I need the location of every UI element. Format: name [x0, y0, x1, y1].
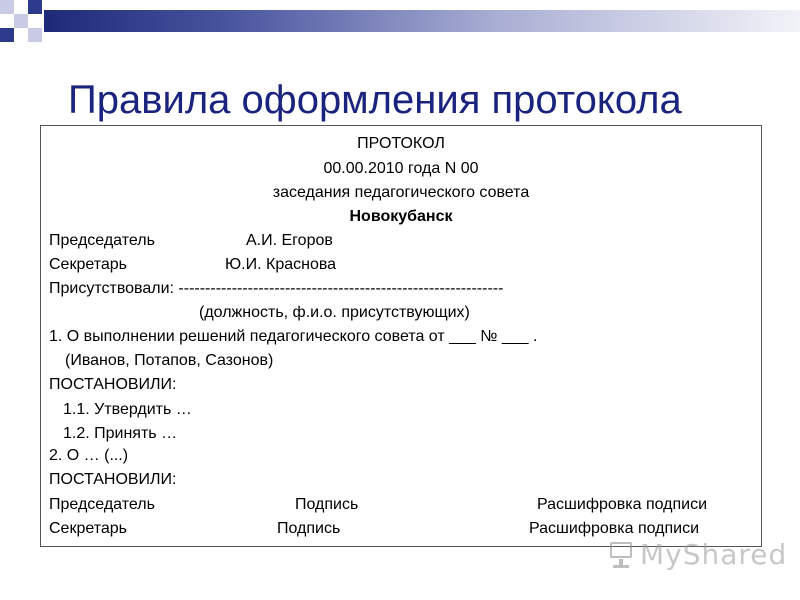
chairman-label: Председатель [49, 232, 155, 249]
sign-chairman-role: Председатель [49, 496, 155, 513]
decided-heading-1: ПОСТАНОВИЛИ: [49, 376, 177, 393]
monitor-icon [608, 540, 636, 570]
protocol-document [40, 125, 762, 547]
protocol-meeting: заседания педагогического совета [272, 184, 530, 201]
decision-1-1: 1.1. Утвердить … [63, 401, 192, 418]
present-hint: (должность, ф.и.о. присутствующих) [199, 304, 470, 321]
sign-secretary-decode: Расшифровка подписи [529, 520, 700, 537]
sign-chairman-decode: Расшифровка подписи [537, 496, 708, 513]
protocol-heading: ПРОТОКОЛ [357, 135, 445, 152]
decor-square [14, 14, 28, 28]
decor-square [28, 28, 42, 42]
decor-square [0, 0, 14, 14]
agenda-item-1-speakers: (Иванов, Потапов, Сазонов) [65, 352, 274, 369]
sign-secretary-role: Секретарь [49, 520, 127, 537]
sign-chairman-signature: Подпись [295, 496, 359, 513]
chairman-name: А.И. Егоров [246, 232, 333, 249]
protocol-city: Новокубанск [349, 208, 453, 225]
decision-1-2: 1.2. Принять … [63, 425, 178, 442]
agenda-item-2: 2. О … (...) [49, 447, 129, 464]
protocol-date-number: 00.00.2010 года N 00 [323, 160, 479, 177]
secretary-label: Секретарь [49, 256, 127, 273]
sign-secretary-signature: Подпись [277, 520, 341, 537]
agenda-item-1: 1. О выполнении решений педагогического совета от ___ № ___ . [49, 328, 538, 345]
slide-title: Правила оформления протокола [68, 78, 682, 122]
decor-square [28, 0, 42, 14]
watermark [608, 538, 787, 571]
decided-heading-2: ПОСТАНОВИЛИ: [49, 471, 177, 488]
present-line: Присутствовали: ------------------------------------------------------------- [49, 280, 504, 297]
decor-gradient-bar [44, 10, 800, 32]
watermark-text: MyShared [640, 538, 788, 571]
decor-square [0, 28, 14, 42]
secretary-name: Ю.И. Краснова [225, 256, 337, 273]
